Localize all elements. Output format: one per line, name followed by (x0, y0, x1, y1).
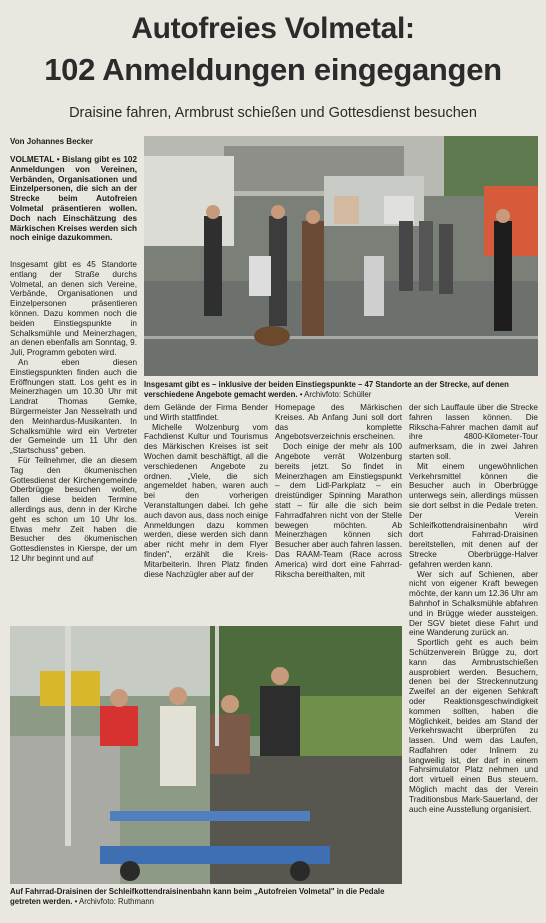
article-column-1 (10, 260, 137, 564)
paragraph: Doch einige der mehr als 100 Angebote verrät Wolzenburg bereits jetzt. So findet in Meinerzhagen am Einstiegspunkt – dem Lidl-Parkplatz – ein dreistündiger Spinning Marathon statt – für alle die sich beim Fahrradfahren nicht von der Stelle bewegen möchten. Ab Meinerzhagen können sich Besucher aber auch fahren lassen. Das RAAM-Team (Race across America) wird dort eine Fahrrad-Rikscha bereithalten, mit (275, 442, 402, 579)
paragraph: Sportlich geht es auch beim Schützenverein Brügge zu, dort kann das Armbrustschießen ausprobiert werden. Besuchern, denen bei der Streckennutzung Zweifel an der eigenen Sehkraft oder Reaktionsgeschwindigkeit kommen sollten, haben die Möglichkeit, beides am Stand der Verkehrswacht überprüfen zu lassen. Und wem das Laufen, Radfahren oder Inlinern zu langweilig ist, der darf in einem Fahrsimulator Platz nehmen und dort virtuell einen Bus steuern. Möglich macht das der Verein Traditionsbus Mark-Sauerland, der auch eine Ausstellung organisiert. (409, 638, 538, 814)
photo-market-street (144, 136, 538, 376)
article-column-4 (409, 403, 538, 814)
article-column-3 (275, 403, 402, 579)
byline: Von Johannes Becker (10, 137, 93, 146)
subtitle: Draisine fahren, Armbrust schießen und Gottesdienst besuchen (69, 105, 477, 121)
paragraph: Homepage des Märkischen Kreises. Ab Anfang Juni soll dort das komplette Angebotsverzeichnis erscheinen. (275, 403, 402, 442)
photo-draisine (10, 626, 402, 884)
article-column-2 (144, 403, 268, 579)
paragraph: Mit einem ungewöhnlichen Verkehrsmittel können die Besucher auch in Oberbrügge unterwegs sein, allerdings müssen sie dort selbst in die Pedale treten. Der Verein Schleifkottendraisinenbahn wird dort Fahrrad-Draisinen bereitstellen, mit denen auf der Strecke Oberbrügge-Halver gefahren werden kann. (409, 461, 538, 569)
paragraph: Insgesamt gibt es 45 Standorte entlang der Straße durchs Volmetal, an denen sich Vereine, Verbände, Organisationen und Einzelpersonen präsentieren können. Dazu kommen noch die beiden Einstiegspunkte in Schalksmühle und Meinerzhagen, an denen ebenfalls am Sonntag, 9. Juli, Programm geboten wird. (10, 260, 138, 358)
paragraph: An eben diesen Einstiegspunkten finden auch die Eröffnungen statt. Los geht es in Meinerzhagen um 10.30 Uhr mit Landrat Thomas Gemke, Bürgermeister Jan Nesselrath und den Meinhardus-Musikanten. In Schalksmühle wird ein Vertreter der Gemeinde um 11 Uhr den „Startschuss" geben. (10, 357, 137, 456)
intro-paragraph: VOLMETAL • Bislang gibt es 102 Anmeldungen von Vereinen, Verbänden, Organisationen und Einzelpersonen, die sich an der Strecke beim Autofreien Volmetal präsentieren wollen. Doch nach Einschätzung des Märkischen Kreises werden sich noch einige dazukommen. (10, 155, 137, 243)
paragraph: der sich Lauffaule über die Strecke fahren lassen können. Die Rikscha-Fahrer machen damit auf ihre 4800-Kilometer-Tour aufmerksam, die in zwei Jahren starten soll. (409, 403, 538, 461)
headline-line-1: Autofreies Volmetal: (131, 12, 415, 45)
paragraph: Michelle Wolzenburg vom Fachdienst Kultur und Tourismus des Märkischen Kreises ist seit Wochen damit beschäftigt, all die verschiedenen Angebote zu ordnen. „Viele, die sich angemeldet haben, waren auch bei den vorherigen Veranstaltungen dabei. Ich gehe auch davon aus, dass noch einige Anmeldungen dazu kommen werden, diese werden sich dann aber nicht mehr in dem Flyer finden", erzählt die Kreis-Mitarbeiterin. Ihren Platz finden diese Nachzügler aber auf der (144, 422, 268, 579)
photo-market-street-image (144, 136, 538, 376)
photo-draisine-image (10, 626, 402, 884)
paragraph: dem Gelände der Firma Bender und Wirth stattfindet. (144, 403, 268, 422)
paragraph: Für Teilnehmer, die an diesem Tag den ökumenischen Gottesdienst der Kirchengemeinde Oberbrügge besuchen wollen, fallen diese beiden Termine allerdings aus, denn in der Kirche geht es schon um 10 Uhr los. Etwas mehr Zeit haben die Besucher des ökumenischen Gottesdienstes in Kierspe, der um 12 Uhr beginnt und auf (10, 455, 137, 563)
headline-line-2: 102 Anmeldungen eingegangen (44, 52, 502, 87)
photo-1-caption: Insgesamt gibt es – inklusive der beiden Einstiegspunkte – 47 Standorte an der Strecke, auf denen verschiedene Angebote gemacht werden. • Archivfoto: Schüller (144, 380, 509, 399)
photo-2-caption: Auf Fahrrad-Draisinen der Schleifkottendraisinenbahn kann beim „Autofreien Volmetal" in die Pedale getreten werden. • Archivfoto: Ruthmann (10, 887, 385, 906)
paragraph: Wer sich auf Schienen, aber nicht von eigener Kraft bewegen möchte, der kann um 12.36 Uhr am Bahnhof in Schalksmühle abfahren und in Brügge wieder aussteigen. Der SGV bietet diese Fahrt und eine Wanderung zurück an. (409, 569, 538, 638)
